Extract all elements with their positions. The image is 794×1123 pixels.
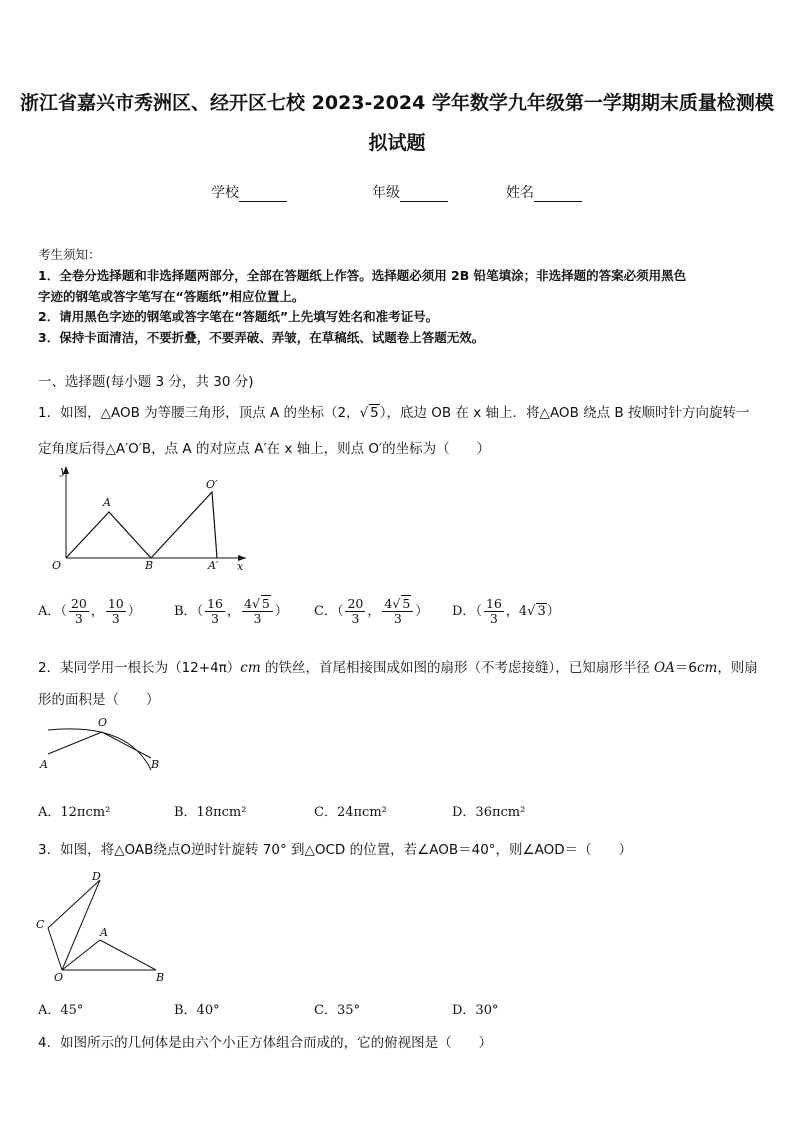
q2-option-a[interactable]: A．12πcm² [38,805,111,820]
q3-side-oc [48,928,62,970]
q3-option-d[interactable]: D．30° [452,1003,499,1018]
q3-label-d: D [92,870,101,883]
frac-den: 3 [393,611,402,626]
q4-line1: 4．如图所示的几何体是由六个小正方体组合而成的，它的俯视图是（ ） [38,1035,493,1051]
frac-radicand: 5 [402,596,411,611]
q2-eq: ＝6 [674,660,697,676]
notice-item-2: 2．请用黑色字迹的钢笔或答字笔在“答题纸”上先填写姓名和准考证号。 [38,309,439,324]
frac-num: 16 [207,596,223,611]
q3-option-a[interactable]: A．45° [38,1003,84,1018]
school-field [211,182,287,202]
q3-label-b: B [156,971,165,984]
q2-option-b[interactable]: B．18πcm² [174,805,247,820]
q1-triangle-aob [66,512,151,558]
notice-item-1b: 字迹的钢笔或答字笔写在“答题纸”相应位置上。 [38,289,305,304]
notice-heading: 考生须知： [38,247,101,262]
option-label: B． [174,604,197,619]
q2-text-b: 的铁丝，首尾相接围成如图的扇形（不考虑接缝），已知扇形半径 [260,660,655,676]
name-blank [534,187,582,202]
q1-label-o-prime: O′ [206,478,218,491]
notice-item-1a: 1．全卷分选择题和非选择题两部分，全部在答题纸上作答。选择题必须用 2B 铅笔填涂；非选择题的答案必须用黑色 [38,268,687,283]
frac-den: 3 [111,611,120,626]
section-heading: 一、选择题(每小题 3 分，共 30 分) [38,374,254,390]
q1-option-d[interactable]: D．（ $\frac{16}{3}$ ，4√ 3） [452,596,560,626]
frac-den: 3 [351,611,360,626]
page-title-line2: 拟试题 [368,132,426,154]
q1-figure [36,462,256,580]
q1-triangle-rotated [151,492,217,558]
q3-option-c[interactable]: C．35° [314,1003,360,1018]
q3-label-o: O [54,971,64,984]
q3-label-c: C [36,918,45,931]
q1-line1 [38,401,749,421]
frac-radicand: 5 [261,596,270,611]
frac-coef: 4 [384,596,393,611]
q3-line1: 3．如图，将△OAB绕点O逆时针旋转 70° 到△OCD 的位置，若∠AOB＝40°，则∠AOD＝（ ） [38,842,633,858]
q3-option-b[interactable]: B．40° [174,1003,220,1018]
grade-blank [400,187,448,202]
q3-side-cd [48,880,100,928]
q1-line2: 定角度后得△A′O′B，点 A 的对应点 A′在 x 轴上，则点 O′的坐标为（ ） [38,441,491,457]
q2-arc [48,729,151,770]
frac-num: 20 [70,596,87,611]
frac-den: 3 [253,611,262,626]
q1-label-a: A [103,496,111,509]
name-field [506,182,582,202]
q2-line1 [38,656,758,676]
frac-num: 10 [107,596,124,611]
sqrt-symbol: √ [359,405,369,421]
q2-unit2: cm [696,660,718,676]
frac-coef: 4 [244,596,252,611]
q2-line2: 形的面积是（ ） [38,692,160,708]
q2-text-f: ，则扇 [717,660,758,676]
q2-radius-ob [102,732,151,758]
q3-side-ab [100,940,156,970]
q2-figure [36,712,176,782]
q1-option-a[interactable]: A．（ $\frac{20}{3}$ ， $\frac{10}{3}$ ） [38,596,141,626]
q2-label-b: B [151,758,160,771]
q3-side-oa [62,940,100,970]
frac-den: 3 [74,611,83,626]
school-label: 学校 [211,185,239,201]
q1-option-b[interactable]: B．（ $\frac{16}{3}$ ， $\frac{4√ 5}{3}$ ） [174,596,288,626]
q1-label-o: O [52,559,62,572]
q1-text-b: ），底边 OB 在 x 轴上．将△AOB 绕点 B 按顺时针方向旋转一 [379,405,750,421]
page-title-line1: 浙江省嘉兴市秀洲区、经开区七校 2023-2024 学年数学九年级第一学期期末质量检测模 [20,92,774,114]
q3-label-a: A [100,926,108,939]
school-blank [239,187,287,202]
grade-field [372,182,448,202]
q3-side-od [62,880,100,970]
notice-item-3: 3．保持卡面清洁，不要折叠，不要弄破、弄皱，在草稿纸、试题卷上答题无效。 [38,330,485,345]
q2-option-d[interactable]: D．36πcm² [452,805,526,820]
option-label: C． [314,604,337,619]
q2-unit: cm [240,660,261,676]
q2-label-a: A [40,758,48,771]
q2-option-c[interactable]: C．24πcm² [314,805,387,820]
q2-text-a: 2．某同学用一根长为（12+4π） [38,660,241,676]
q1-label-y: y [60,464,67,477]
option-label: A． [38,604,61,619]
coef: 4 [518,604,528,619]
radicand: 3 [537,604,546,619]
name-label: 姓名 [506,185,534,201]
frac-num: 16 [485,596,502,611]
q2-oa: OA [654,660,675,676]
option-label: D． [452,604,476,619]
grade-label: 年级 [372,185,400,201]
frac-den: 3 [489,611,498,626]
q2-radius-oa [48,732,102,754]
q1-option-c[interactable]: C．（ $\frac{20}{3}$ ， $\frac{4√ 5}{3}$ ） [314,596,429,626]
q3-figure [30,866,180,986]
q1-text-a: 1．如图，△AOB 为等腰三角形，顶点 A 的坐标（2， [38,405,360,421]
q2-label-o: O [98,716,108,729]
q1-label-b: B [145,559,154,572]
q1-label-a-prime: A′ [208,559,219,572]
frac-den: 3 [211,611,219,626]
q1-label-x: x [237,560,244,573]
frac-num: 20 [347,596,364,611]
q1-sqrt-value: 5 [370,405,379,421]
